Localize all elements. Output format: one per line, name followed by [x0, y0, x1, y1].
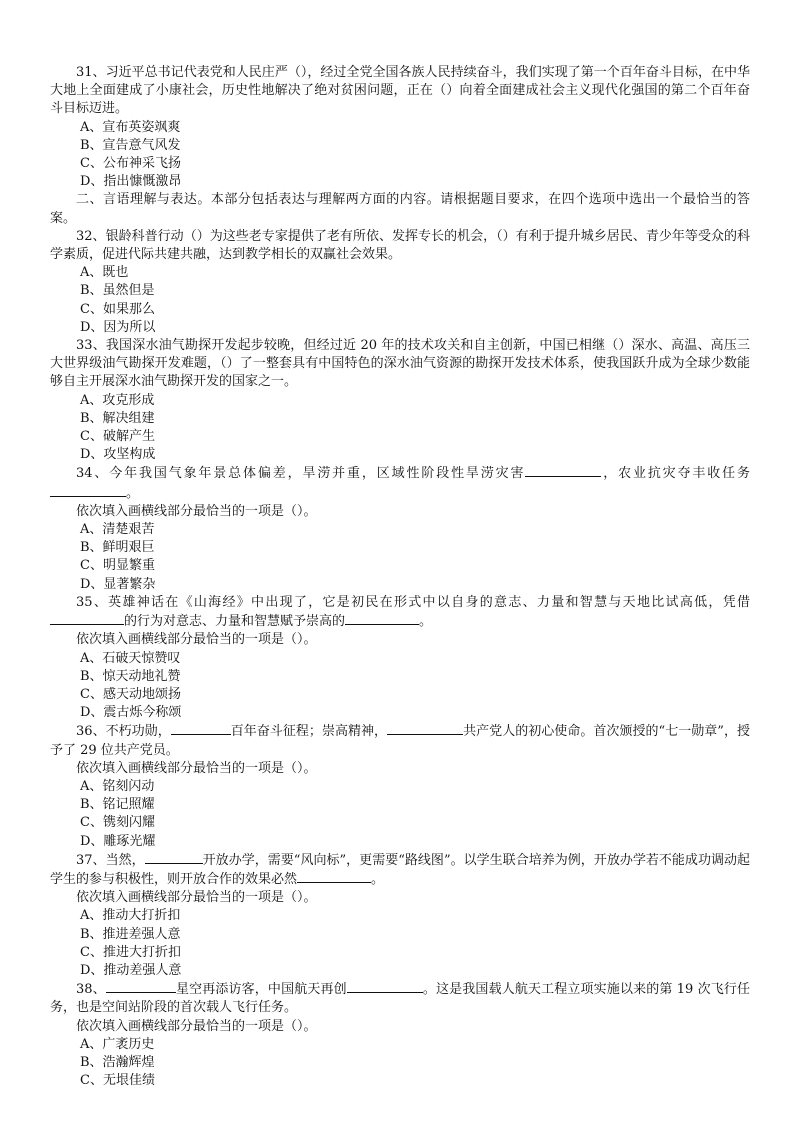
question-35-option-b: B、惊天动地礼赞: [80, 668, 181, 684]
question-35-stem: [50, 594, 750, 631]
question-32-option-d: D、因为所以: [80, 319, 156, 335]
question-37-prompt: 依次填入画横线部分最恰当的一项是（）。: [76, 890, 317, 906]
question-38-option-c: C、无垠佳绩: [80, 1073, 155, 1089]
fill-blank: [347, 980, 423, 993]
question-37-stem-part-1: 37、当然，: [76, 852, 145, 868]
question-35-option-a: A、石破天惊赞叹: [80, 650, 181, 666]
question-37-option-b: B、推进差强人意: [80, 926, 181, 942]
question-32-option-c: C、如果那么: [80, 301, 155, 317]
question-38-prompt: 依次填入画横线部分最恰当的一项是（）。: [76, 1018, 317, 1034]
question-34-option-d: D、显著繁杂: [80, 576, 156, 592]
question-34-stem-part-3: 。: [126, 485, 140, 501]
question-31-option-a: A、宣布英姿飒爽: [80, 119, 181, 135]
question-34-stem-part-1: 34、今年我国气象年景总体偏差，旱涝并重，区域性阶段性旱涝灾害: [76, 466, 526, 482]
question-35-stem-part-1: 35、英雄神话在《山海经》中出现了，它是初民在形式中以自身的意志、力量和智慧与天地比试高低，凭借: [76, 594, 750, 610]
question-32-stem: 32、银龄科普行动（）为这些老专家提供了老有所依、发挥专长的机会，（）有利于提升城乡居民、青少年等受众的科学素质，促进代际共建共融，达到教学相长的双赢社会效果。: [50, 228, 750, 263]
fill-blank: [345, 612, 419, 625]
question-35-stem-part-3: 。: [419, 614, 433, 630]
question-32-option-b: B、虽然但是: [80, 283, 155, 299]
question-37-stem: [50, 851, 750, 889]
question-35-stem-part-2: 的行为对意志、力量和智慧赋予崇高的: [124, 614, 346, 630]
question-37-option-d: D、推动差强人意: [80, 962, 182, 978]
question-31-option-c: C、公布神采飞扬: [80, 156, 181, 172]
question-37-option-c: C、推进大打折扣: [80, 944, 181, 960]
question-37-option-a: A、推动大打折扣: [80, 908, 181, 924]
fill-blank: [387, 722, 463, 735]
fill-blank: [171, 722, 231, 735]
fill-blank: [525, 464, 601, 477]
question-34-option-b: B、鲜明艰巨: [80, 540, 155, 556]
question-36-option-d: D、雕琢光耀: [80, 833, 156, 849]
question-38-option-b: B、浩瀚辉煌: [80, 1054, 155, 1070]
question-36-stem-part-2: 百年奋斗征程；崇高精神，: [230, 724, 388, 740]
fill-blank: [106, 980, 176, 993]
question-38-stem-part-1: 38、: [76, 982, 106, 998]
section-2-intro: 二、言语理解与表达。本部分包括表达与理解两方面的内容。请根据题目要求，在四个选项中选出一个最恰当的答案。: [50, 192, 750, 226]
question-38-stem: [50, 980, 750, 1017]
question-33-option-a: A、攻克形成: [80, 392, 155, 408]
fill-blank: [50, 484, 126, 497]
question-38-stem-part-3: 。这是我国载人航天工程立项实施以来的第 19 次飞行任务，也是空间站阶段的首次载人飞行任务。: [50, 982, 750, 1016]
question-36-option-c: C、镌刻闪耀: [80, 815, 155, 831]
question-37-stem-part-2: 开放办学，需要“风向标”，更需要“路线图”。以学生联合培养为例，开放办学若不能成功调动起学生的参与积极性，则开放合作的效果必然: [50, 852, 750, 887]
question-36-stem-part-3: 共产党人的初心使命。首次颁授的“七一勋章”，授予了 29 位共产党员。: [50, 724, 750, 758]
question-36-stem: [50, 722, 750, 759]
question-35-option-d: D、震古烁今称颂: [80, 705, 182, 721]
question-34-stem-part-2: ，农业抗灾夺丰收任务: [601, 466, 750, 482]
question-35-option-c: C、感天动地颂扬: [80, 686, 181, 702]
question-33-option-c: C、破解产生: [80, 429, 155, 445]
fill-blank: [145, 851, 203, 864]
question-37-stem-part-3: 。: [371, 871, 385, 887]
question-36-prompt: 依次填入画横线部分最恰当的一项是（）。: [76, 760, 317, 776]
question-34-prompt: 依次填入画横线部分最恰当的一项是（）。: [76, 503, 317, 519]
fill-blank: [50, 612, 124, 625]
question-38-stem-part-2: 星空再添访客，中国航天再创: [175, 982, 347, 998]
question-35-prompt: 依次填入画横线部分最恰当的一项是（）。: [76, 632, 317, 648]
question-36-option-b: B、铭记照耀: [80, 797, 155, 813]
question-33-option-d: D、攻坚构成: [80, 447, 156, 463]
question-38-option-a: A、广袤历史: [80, 1036, 155, 1052]
document-page: [50, 64, 750, 1090]
fill-blank: [297, 870, 371, 883]
question-31-option-d: D、指出慷慨激昂: [80, 174, 182, 190]
question-33-option-b: B、解决组建: [80, 410, 155, 426]
question-31-option-b: B、宣告意气风发: [80, 137, 181, 153]
question-34-option-a: A、清楚艰苦: [80, 522, 155, 538]
question-36-stem-part-1: 36、不朽功勋，: [76, 724, 171, 740]
question-32-option-a: A、既也: [80, 265, 129, 281]
question-33-stem: 33、我国深水油气勘探开发起步较晚，但经过近 20 年的技术攻关和自主创新，中国已相继（）深水、高温、高压三大世界级油气勘探开发难题，（）了一整套具有中国特色的深水油气资源的勘探开发技术体系，使我国跃升成为全球少数能够自主开展深水油气勘探开发的国家之一。: [50, 338, 750, 390]
question-34-option-c: C、明显繁重: [80, 558, 155, 574]
question-36-option-a: A、铭刻闪动: [80, 778, 155, 794]
question-34-stem: [50, 464, 750, 502]
question-31-stem: 31、习近平总书记代表党和人民庄严（），经过全党全国各族人民持续奋斗，我们实现了第一个百年奋斗目标，在中华大地上全面建成了小康社会，历史性地解决了绝对贫困问题，正在（）向着全面建成社会主义现代化强国的第二个百年奋斗目标迈进。: [50, 65, 750, 117]
